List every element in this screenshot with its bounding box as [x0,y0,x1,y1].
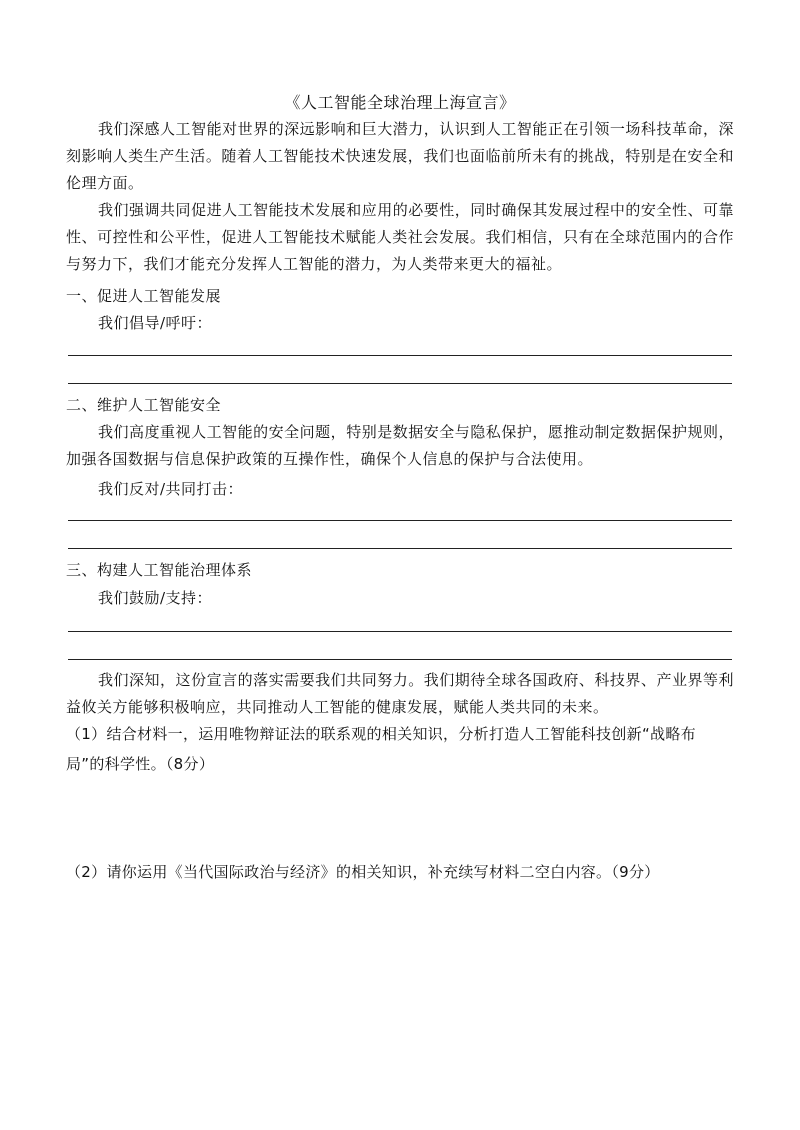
intro-paragraph-2: 我们强调共同促进人工智能技术发展和应用的必要性，同时确保其发展过程中的安全性、可靠性、可控性和公平性，促进人工智能技术赋能人类社会发展。我们相信，只有在全球范围内的合作与努力下，我们才能充分发挥人工智能的潜力，为人类带来更大的福祉。 [66,201,734,273]
answer-line[interactable] [68,355,732,356]
answer-line[interactable] [68,548,732,549]
answer-line[interactable] [68,631,732,632]
answer-line[interactable] [68,520,732,521]
answer-line[interactable] [68,659,732,660]
answer-line[interactable] [68,383,732,384]
intro-paragraph-1: 我们深感人工智能对世界的深远影响和巨大潜力，认识到人工智能正在引领一场科技革命，深刻影响人类生产生活。随着人工智能技术快速发展，我们也面临前所未有的挑战，特别是在安全和伦理方面。 [66,120,734,192]
section-1-heading: 一、促进人工智能发展 [66,287,222,305]
question-1: （1）结合材料一，运用唯物辩证法的联系观的相关知识，分析打造人工智能科技创新“战略布局”的科学性。（8分） [66,725,696,773]
closing-paragraph: 我们深知，这份宣言的落实需要我们共同努力。我们期待全球各国政府、科技界、产业界等利益攸关方能够积极响应，共同推动人工智能的健康发展，赋能人类共同的未来。 [66,671,734,716]
section-2-prompt: 我们反对/共同打击： [98,480,244,498]
section-2-heading: 二、维护人工智能安全 [66,396,222,414]
section-1-prompt: 我们倡导/呼吁： [98,314,213,332]
section-2-body: 我们高度重视人工智能的安全问题，特别是数据安全与隐私保护，愿推动制定数据保护规则，加强各国数据与信息保护政策的互操作性，确保个人信息的保护与合法使用。 [66,423,734,468]
section-3-heading: 三、构建人工智能治理体系 [66,561,253,579]
section-3-prompt: 我们鼓励/支持： [98,589,213,607]
question-2: （2）请你运用《当代国际政治与经济》的相关知识，补充续写材料二空白内容。（9分） [66,863,660,881]
declaration-title: 《人工智能全球治理上海宣言》 [284,93,516,112]
